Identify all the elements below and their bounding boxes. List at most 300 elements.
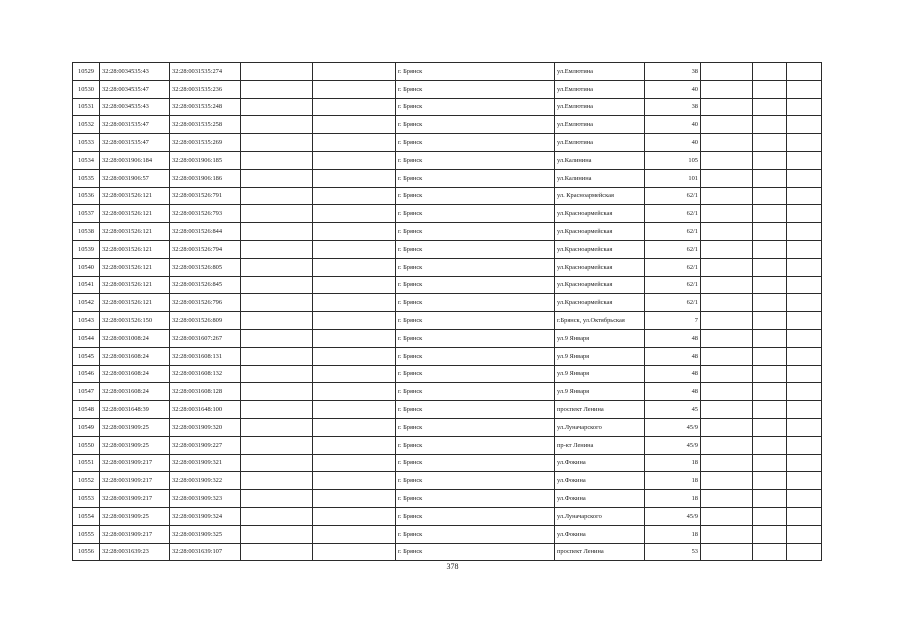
table-row (73, 134, 822, 152)
empty-cell (241, 543, 313, 561)
empty-cell (787, 365, 822, 383)
empty-cell (313, 223, 396, 241)
empty-cell (787, 347, 822, 365)
row-number: 10530 (73, 80, 100, 98)
table-row (73, 525, 822, 543)
cadastral-number-parcel: 32:28:0031008:24 (100, 329, 170, 347)
empty-cell (787, 454, 822, 472)
empty-cell (241, 401, 313, 419)
street: ул.Красноармейская (555, 276, 645, 294)
cadastral-number-object: 32:28:0031535:269 (170, 134, 241, 152)
city: г. Брянск (396, 329, 555, 347)
city: г. Брянск (396, 490, 555, 508)
house-number: 45/9 (645, 436, 701, 454)
street: ул.Фокина (555, 472, 645, 490)
cadastral-number-object: 32:28:0031526:794 (170, 240, 241, 258)
row-number: 10540 (73, 258, 100, 276)
empty-cell (313, 240, 396, 258)
empty-cell (787, 240, 822, 258)
house-number: 53 (645, 543, 701, 561)
empty-cell (787, 401, 822, 419)
city: г. Брянск (396, 240, 555, 258)
empty-cell (753, 294, 787, 312)
empty-cell (753, 365, 787, 383)
cadastral-number-parcel: 32:28:0031608:24 (100, 365, 170, 383)
empty-cell (753, 401, 787, 419)
street: ул.Емлютина (555, 98, 645, 116)
empty-cell (313, 205, 396, 223)
empty-cell (701, 490, 753, 508)
city: г. Брянск (396, 116, 555, 134)
street: ул.Красноармейская (555, 223, 645, 241)
street: ул.Красноармейская (555, 294, 645, 312)
empty-cell (753, 454, 787, 472)
empty-cell (701, 187, 753, 205)
table-row (73, 490, 822, 508)
cadastral-number-object: 32:28:0031526:791 (170, 187, 241, 205)
street: г.Брянск, ул.Октябрьская (555, 312, 645, 330)
cadastral-number-parcel: 32:28:0031526:150 (100, 312, 170, 330)
empty-cell (787, 223, 822, 241)
cadastral-number-parcel: 32:28:0031526:121 (100, 240, 170, 258)
table-row (73, 223, 822, 241)
city: г. Брянск (396, 347, 555, 365)
empty-cell (313, 507, 396, 525)
empty-cell (241, 116, 313, 134)
empty-cell (701, 383, 753, 401)
registry-table (72, 62, 822, 561)
house-number: 38 (645, 63, 701, 81)
empty-cell (313, 436, 396, 454)
empty-cell (701, 151, 753, 169)
house-number: 48 (645, 365, 701, 383)
empty-cell (241, 472, 313, 490)
row-number: 10533 (73, 134, 100, 152)
street: ул. Красноармейская (555, 187, 645, 205)
row-number: 10552 (73, 472, 100, 490)
city: г. Брянск (396, 258, 555, 276)
row-number: 10529 (73, 63, 100, 81)
row-number: 10547 (73, 383, 100, 401)
empty-cell (313, 401, 396, 419)
empty-cell (241, 169, 313, 187)
city: г. Брянск (396, 525, 555, 543)
empty-cell (753, 187, 787, 205)
cadastral-number-parcel: 32:28:0031648:39 (100, 401, 170, 419)
cadastral-number-object: 32:28:0031906:186 (170, 169, 241, 187)
table-row (73, 169, 822, 187)
empty-cell (241, 258, 313, 276)
cadastral-number-parcel: 32:28:0031526:121 (100, 258, 170, 276)
cadastral-number-parcel: 32:28:0031909:25 (100, 418, 170, 436)
table-row (73, 383, 822, 401)
row-number: 10531 (73, 98, 100, 116)
house-number: 62/1 (645, 276, 701, 294)
empty-cell (787, 80, 822, 98)
cadastral-number-parcel: 32:28:0031909:25 (100, 436, 170, 454)
empty-cell (241, 490, 313, 508)
cadastral-number-parcel: 32:28:0031526:121 (100, 276, 170, 294)
empty-cell (787, 134, 822, 152)
empty-cell (701, 223, 753, 241)
house-number: 45 (645, 401, 701, 419)
cadastral-number-parcel: 32:28:0031535:47 (100, 134, 170, 152)
empty-cell (753, 240, 787, 258)
empty-cell (787, 169, 822, 187)
cadastral-number-object: 32:28:0031607:267 (170, 329, 241, 347)
cadastral-number-parcel: 32:28:0031526:121 (100, 205, 170, 223)
house-number: 18 (645, 525, 701, 543)
empty-cell (313, 383, 396, 401)
empty-cell (701, 258, 753, 276)
table-row (73, 543, 822, 561)
empty-cell (753, 116, 787, 134)
empty-cell (787, 98, 822, 116)
empty-cell (313, 80, 396, 98)
empty-cell (313, 258, 396, 276)
cadastral-number-parcel: 32:28:0031535:47 (100, 116, 170, 134)
house-number: 62/1 (645, 240, 701, 258)
empty-cell (701, 329, 753, 347)
empty-cell (313, 490, 396, 508)
empty-cell (787, 151, 822, 169)
house-number: 7 (645, 312, 701, 330)
city: г. Брянск (396, 418, 555, 436)
empty-cell (241, 240, 313, 258)
empty-cell (787, 490, 822, 508)
house-number: 40 (645, 80, 701, 98)
empty-cell (753, 472, 787, 490)
empty-cell (753, 80, 787, 98)
empty-cell (241, 98, 313, 116)
house-number: 48 (645, 383, 701, 401)
empty-cell (241, 276, 313, 294)
house-number: 62/1 (645, 205, 701, 223)
empty-cell (313, 418, 396, 436)
empty-cell (241, 329, 313, 347)
empty-cell (313, 454, 396, 472)
empty-cell (787, 258, 822, 276)
empty-cell (787, 383, 822, 401)
empty-cell (701, 418, 753, 436)
street: ул.9 Января (555, 347, 645, 365)
row-number: 10554 (73, 507, 100, 525)
cadastral-number-object: 32:28:0031909:324 (170, 507, 241, 525)
empty-cell (241, 347, 313, 365)
house-number: 18 (645, 472, 701, 490)
street: ул.9 Января (555, 365, 645, 383)
empty-cell (787, 418, 822, 436)
page-number: 378 (446, 562, 459, 571)
row-number: 10548 (73, 401, 100, 419)
street: ул.Красноармейская (555, 240, 645, 258)
empty-cell (241, 312, 313, 330)
cadastral-number-object: 32:28:0031526:844 (170, 223, 241, 241)
row-number: 10549 (73, 418, 100, 436)
cadastral-number-parcel: 32:28:0031909:25 (100, 507, 170, 525)
empty-cell (787, 543, 822, 561)
empty-cell (753, 418, 787, 436)
empty-cell (241, 507, 313, 525)
table-row (73, 240, 822, 258)
empty-cell (787, 472, 822, 490)
cadastral-number-object: 32:28:0031526:805 (170, 258, 241, 276)
cadastral-number-object: 32:28:0031909:325 (170, 525, 241, 543)
empty-cell (701, 116, 753, 134)
house-number: 62/1 (645, 223, 701, 241)
empty-cell (313, 525, 396, 543)
empty-cell (701, 276, 753, 294)
empty-cell (753, 258, 787, 276)
empty-cell (787, 312, 822, 330)
row-number: 10555 (73, 525, 100, 543)
cadastral-number-object: 32:28:0031909:321 (170, 454, 241, 472)
row-number: 10538 (73, 223, 100, 241)
cadastral-number-parcel: 32:28:0031906:184 (100, 151, 170, 169)
street: ул.Фокина (555, 525, 645, 543)
empty-cell (787, 294, 822, 312)
empty-cell (701, 205, 753, 223)
house-number: 45/9 (645, 418, 701, 436)
city: г. Брянск (396, 98, 555, 116)
empty-cell (753, 63, 787, 81)
empty-cell (241, 383, 313, 401)
house-number: 62/1 (645, 187, 701, 205)
empty-cell (313, 169, 396, 187)
street: ул.9 Января (555, 329, 645, 347)
row-number: 10545 (73, 347, 100, 365)
empty-cell (313, 116, 396, 134)
empty-cell (313, 312, 396, 330)
city: г. Брянск (396, 365, 555, 383)
street: ул.Емлютина (555, 80, 645, 98)
cadastral-number-object: 32:28:0031906:185 (170, 151, 241, 169)
empty-cell (701, 454, 753, 472)
cadastral-number-parcel: 32:28:0031909:217 (100, 490, 170, 508)
cadastral-number-parcel: 32:28:0031526:121 (100, 223, 170, 241)
empty-cell (241, 63, 313, 81)
street: ул.Емлютина (555, 134, 645, 152)
table-row (73, 312, 822, 330)
street: ул.Калинина (555, 151, 645, 169)
empty-cell (313, 187, 396, 205)
empty-cell (753, 490, 787, 508)
empty-cell (753, 543, 787, 561)
table-row (73, 205, 822, 223)
empty-cell (241, 294, 313, 312)
city: г. Брянск (396, 151, 555, 169)
cadastral-number-parcel: 32:28:0031909:217 (100, 472, 170, 490)
cadastral-number-object: 32:28:0031909:323 (170, 490, 241, 508)
empty-cell (753, 507, 787, 525)
table-row (73, 436, 822, 454)
cadastral-number-object: 32:28:0031526:845 (170, 276, 241, 294)
empty-cell (701, 507, 753, 525)
empty-cell (313, 472, 396, 490)
row-number: 10539 (73, 240, 100, 258)
house-number: 18 (645, 454, 701, 472)
cadastral-number-parcel: 32:28:0031526:121 (100, 294, 170, 312)
empty-cell (753, 347, 787, 365)
table-row (73, 507, 822, 525)
city: г. Брянск (396, 383, 555, 401)
empty-cell (313, 98, 396, 116)
street: проспект Ленина (555, 401, 645, 419)
row-number: 10544 (73, 329, 100, 347)
city: г. Брянск (396, 507, 555, 525)
row-number: 10541 (73, 276, 100, 294)
empty-cell (241, 187, 313, 205)
house-number: 62/1 (645, 294, 701, 312)
row-number: 10535 (73, 169, 100, 187)
empty-cell (241, 134, 313, 152)
empty-cell (701, 436, 753, 454)
empty-cell (753, 169, 787, 187)
house-number: 101 (645, 169, 701, 187)
house-number: 40 (645, 116, 701, 134)
house-number: 38 (645, 98, 701, 116)
empty-cell (701, 525, 753, 543)
table-row (73, 454, 822, 472)
street: ул.Емлютина (555, 63, 645, 81)
empty-cell (753, 329, 787, 347)
cadastral-number-object: 32:28:0031535:274 (170, 63, 241, 81)
cadastral-number-parcel: 32:28:0031909:217 (100, 454, 170, 472)
empty-cell (787, 63, 822, 81)
table-row (73, 401, 822, 419)
cadastral-number-object: 32:28:0031608:131 (170, 347, 241, 365)
empty-cell (313, 365, 396, 383)
city: г. Брянск (396, 472, 555, 490)
cadastral-number-parcel: 32:28:0031909:217 (100, 525, 170, 543)
empty-cell (787, 507, 822, 525)
row-number: 10543 (73, 312, 100, 330)
cadastral-number-object: 32:28:0031526:809 (170, 312, 241, 330)
empty-cell (241, 365, 313, 383)
cadastral-number-parcel: 32:28:0031906:57 (100, 169, 170, 187)
city: г. Брянск (396, 454, 555, 472)
empty-cell (313, 276, 396, 294)
empty-cell (241, 418, 313, 436)
cadastral-number-object: 32:28:0031535:236 (170, 80, 241, 98)
empty-cell (787, 436, 822, 454)
row-number: 10550 (73, 436, 100, 454)
table-row (73, 418, 822, 436)
table-row (73, 472, 822, 490)
empty-cell (241, 436, 313, 454)
street: ул.Калинина (555, 169, 645, 187)
street: ул.Фокина (555, 454, 645, 472)
empty-cell (701, 63, 753, 81)
cadastral-number-object: 32:28:0031526:793 (170, 205, 241, 223)
cadastral-number-object: 32:28:0031608:132 (170, 365, 241, 383)
empty-cell (241, 80, 313, 98)
empty-cell (313, 329, 396, 347)
street: ул.Красноармейская (555, 205, 645, 223)
table-row (73, 329, 822, 347)
empty-cell (787, 116, 822, 134)
empty-cell (753, 276, 787, 294)
empty-cell (701, 80, 753, 98)
document-page (72, 62, 821, 561)
cadastral-number-parcel: 32:28:0034535:43 (100, 98, 170, 116)
empty-cell (787, 329, 822, 347)
empty-cell (701, 312, 753, 330)
empty-cell (753, 436, 787, 454)
cadastral-number-object: 32:28:0031648:100 (170, 401, 241, 419)
street: ул.Емлютина (555, 116, 645, 134)
empty-cell (241, 151, 313, 169)
street: ул.Фокина (555, 490, 645, 508)
city: г. Брянск (396, 223, 555, 241)
empty-cell (701, 294, 753, 312)
city: г. Брянск (396, 276, 555, 294)
empty-cell (701, 472, 753, 490)
empty-cell (753, 205, 787, 223)
empty-cell (787, 525, 822, 543)
table-row (73, 365, 822, 383)
cadastral-number-object: 32:28:0031909:322 (170, 472, 241, 490)
table-row (73, 80, 822, 98)
city: г. Брянск (396, 312, 555, 330)
street: ул.Красноармейская (555, 258, 645, 276)
table-body (73, 63, 822, 561)
cadastral-number-object: 32:28:0031909:320 (170, 418, 241, 436)
table-row (73, 347, 822, 365)
empty-cell (701, 240, 753, 258)
house-number: 40 (645, 134, 701, 152)
cadastral-number-object: 32:28:0031639:107 (170, 543, 241, 561)
cadastral-number-object: 32:28:0031535:248 (170, 98, 241, 116)
cadastral-number-object: 32:28:0031535:258 (170, 116, 241, 134)
city: г. Брянск (396, 401, 555, 419)
row-number: 10553 (73, 490, 100, 508)
cadastral-number-parcel: 32:28:0034535:43 (100, 63, 170, 81)
empty-cell (787, 276, 822, 294)
empty-cell (753, 525, 787, 543)
row-number: 10556 (73, 543, 100, 561)
empty-cell (313, 63, 396, 81)
city: г. Брянск (396, 134, 555, 152)
row-number: 10537 (73, 205, 100, 223)
empty-cell (313, 151, 396, 169)
cadastral-number-parcel: 32:28:0031608:24 (100, 347, 170, 365)
empty-cell (241, 205, 313, 223)
cadastral-number-object: 32:28:0031526:796 (170, 294, 241, 312)
street: пр-кт Ленина (555, 436, 645, 454)
empty-cell (313, 347, 396, 365)
city: г. Брянск (396, 205, 555, 223)
table-row (73, 258, 822, 276)
cadastral-number-parcel: 32:28:0031526:121 (100, 187, 170, 205)
city: г. Брянск (396, 187, 555, 205)
row-number: 10532 (73, 116, 100, 134)
house-number: 48 (645, 329, 701, 347)
table-row (73, 151, 822, 169)
empty-cell (787, 205, 822, 223)
empty-cell (753, 98, 787, 116)
empty-cell (701, 347, 753, 365)
empty-cell (701, 98, 753, 116)
table-row (73, 294, 822, 312)
street: ул.Луначарского (555, 507, 645, 525)
empty-cell (701, 401, 753, 419)
empty-cell (241, 454, 313, 472)
city: г. Брянск (396, 63, 555, 81)
row-number: 10534 (73, 151, 100, 169)
city: г. Брянск (396, 294, 555, 312)
empty-cell (753, 312, 787, 330)
